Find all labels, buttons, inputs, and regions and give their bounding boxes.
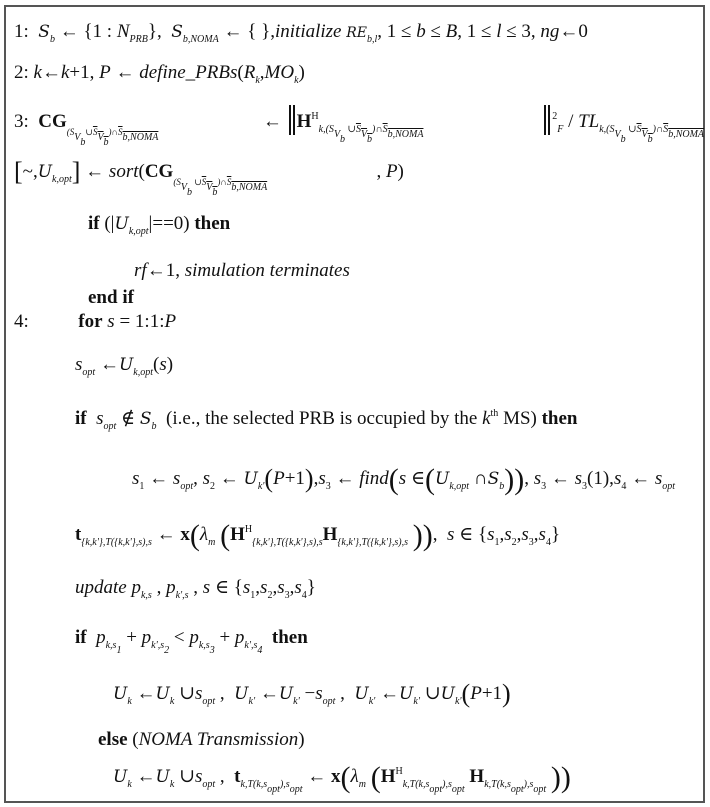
line-number: 3: [14, 111, 29, 132]
ms-text: MS) [503, 408, 537, 429]
algo-line-noma: $U_k$ $\leftarrow U_k$ $\cup s_{opt}$ , $t_{k,T(k,s_{opt}),s_{opt}}$ ← $x(\lambda_m$ ($H^H_{k,T(k,s_{opt}),s_{opt}}$ $H_{k,T(k,s_{opt}),s_{opt}}$ )) [113, 761, 571, 795]
algo-line-sopt: $s_{opt}$ $\leftarrow U_{k,opt}(s)$ [75, 354, 174, 378]
then-keyword: then [541, 408, 578, 429]
update-keyword: update [75, 577, 127, 598]
algo-line-t-assign: $t_{\{k,k'\},T(\{k,k'\},s),s}$ ← $x(\lambda_m$ ($H^H_{\{k,k'\},T(\{k,k'\},s),s}H_{\{k,k'\},T(\{k,k'\},s),s}$ )), s ∈ $\{s_1,s_2,s_3,s_4\}$ [75, 519, 561, 552]
th-superscript: th [490, 408, 499, 419]
if-keyword: if [75, 408, 87, 429]
algo-line-u-update: $U_k$ $\leftarrow U_k$ $\cup s_{opt}$ , $U_{k'}$ $\leftarrow U_{k'} -s_{opt}$ , $U_{k'}$ $\leftarrow U_{k'}$ $\cup U_{k'}(P+1)$ [113, 679, 511, 708]
algo-line-4: 4: for s = 1:1:P [14, 311, 177, 332]
define-prbs-fn: define_PRBs [139, 62, 238, 83]
find-fn: find [359, 468, 389, 489]
algo-line-if-power: if $p_{k,s_1} + p_{k',s_2} < p_{k,s_3} + p_{k',s_4}$ then [75, 627, 308, 656]
noma-transmission-text: NOMA Transmission [138, 729, 299, 750]
if-keyword: if [88, 213, 100, 234]
algo-line-s-assign: $s_1$ ← $s_{opt}$, $s_2$ ← $U_{k'}(P+1),s_3$ ← find(s $\in(U_{k,opt}$ $\cap S_b$)), $s_3$ ← $s_3(1),s_4$ ← $s_{opt}$ [132, 463, 676, 496]
line-number: 1: [14, 21, 29, 42]
algo-line-terminate: rf←1, simulation terminates [134, 260, 350, 281]
algo-line-sort: $[\sim,U_{k,opt}]$ ← $sort(CG_{(S_{V_b} \cup S_{V_b})\cap S_{b,NOMA}}$ , P) [14, 157, 404, 198]
algo-line-1: 1: $S_b$ ← {1 : $N_{PRB}$}, $S_{b,NOMA}$ ← { },initialize $RE_{b,l}$, 1 ≤ b ≤ B, 1 ≤ l ≤ 3, ng←0 [14, 21, 588, 45]
line-number: 4: [14, 311, 29, 332]
terminate-text: simulation terminates [184, 260, 350, 281]
else-keyword: else [98, 729, 128, 750]
algo-line-if-occupied: if $s_{opt}$ ∉ $S_b$ (i.e., the selected PRB is occupied by the $k^{th}$ MS) then [75, 408, 578, 432]
for-keyword: for [78, 311, 103, 332]
algo-line-if-empty: if $(|U_{k,opt}|==0)$ then [88, 213, 231, 237]
line-number: 2: [14, 62, 29, 83]
algo-line-else: else (NOMA Transmission) [98, 729, 305, 750]
sort-fn: sort [108, 161, 139, 182]
algo-line-2: 2: k←k+1, P ← $define\_PRBs(R_k,MO_k)$ [14, 62, 305, 86]
algo-line-update: update $p_{k,s}$ , $p_{k',s}$ , s ∈ $\{s_1,s_2,s_3,s_4\}$ [75, 577, 316, 601]
then-keyword: then [271, 627, 308, 648]
algo-line-end-if [88, 286, 134, 310]
ie-text: (i.e., the selected PRB is occupied by the [166, 408, 478, 429]
if-keyword: if [75, 627, 87, 648]
initialize-keyword: initialize [274, 21, 342, 42]
algo-line-3: 3: $CG_{(S_{V_b}\cup S_{V_b})\cap S_{b,NOMA}}$ ← $H^H_{k,(S_{V_b} \cup S_{V_b})\cap S_{b,NOMA}}$ $^2_F / TL_{k,(S_{V_b} \cup S_{V_b})\cap S_{b,NOMA}}$ [14, 105, 704, 143]
then-keyword: then [194, 213, 231, 234]
end-if-keyword: end if [88, 287, 134, 308]
